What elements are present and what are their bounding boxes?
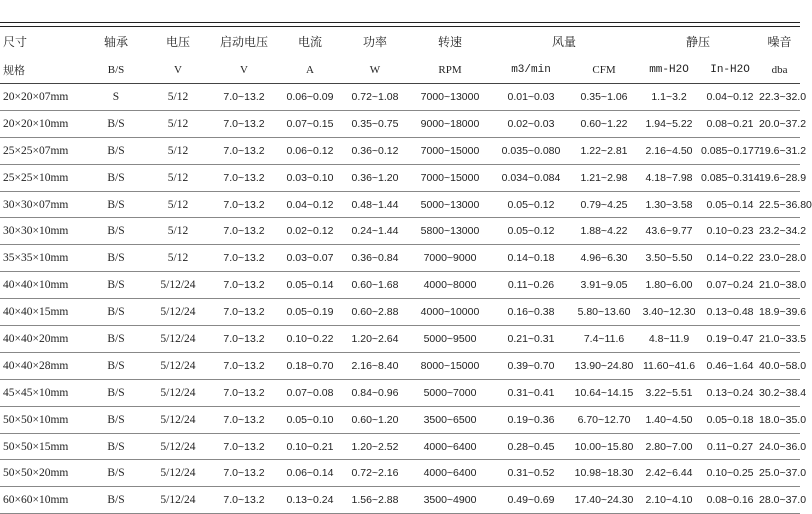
- header-voltage: 电压: [165, 35, 190, 49]
- table-row: [0, 299, 800, 326]
- cell-pressure-in: 0.08~0.16: [701, 487, 759, 514]
- cell-voltage: 5/12/24: [147, 299, 209, 326]
- cell-power: 0.36~0.84: [341, 245, 409, 272]
- cell-size: 30×30×07mm: [0, 191, 85, 218]
- cell-power: 0.36~1.20: [341, 164, 409, 191]
- cell-bearing: B/S: [85, 137, 147, 164]
- cell-voltage: 5/12/24: [147, 272, 209, 299]
- cell-power: 0.48~1.44: [341, 191, 409, 218]
- cell-start-voltage: 7.0~13.2: [209, 352, 279, 379]
- cell-speed: 4000~10000: [409, 299, 491, 326]
- cell-bearing: B/S: [85, 352, 147, 379]
- cell-current: 0.05~0.14: [279, 272, 341, 299]
- cell-noise: 24.0~36.0: [759, 433, 800, 460]
- table-row: [0, 352, 800, 379]
- header-size: 尺寸: [3, 35, 28, 49]
- cell-pressure-mm: 1.94~5.22: [637, 110, 701, 137]
- cell-airflow-cfm: 1.21~2.98: [571, 164, 637, 191]
- cell-noise: 20.0~37.2: [759, 110, 800, 137]
- table-row: [0, 110, 800, 137]
- cell-speed: 7000~15000: [409, 164, 491, 191]
- cell-airflow-cfm: 4.96~6.30: [571, 245, 637, 272]
- cell-noise: 23.2~34.2: [759, 218, 800, 245]
- cell-speed: 5800~13000: [409, 218, 491, 245]
- cell-power: 1.20~2.64: [341, 326, 409, 353]
- unit-airflow-cfm: CFM: [571, 56, 637, 84]
- cell-noise: 19.6~31.2: [759, 137, 800, 164]
- cell-bearing: B/S: [85, 191, 147, 218]
- cell-airflow-m3: 0.28~0.45: [491, 433, 571, 460]
- cell-noise: 25.0~37.0: [759, 460, 800, 487]
- cell-noise: 22.5~36.80: [759, 191, 800, 218]
- cell-power: 0.60~1.20: [341, 406, 409, 433]
- cell-speed: 7000~9000: [409, 245, 491, 272]
- cell-airflow-cfm: 7.4~11.6: [571, 326, 637, 353]
- cell-pressure-in: 0.05~0.18: [701, 406, 759, 433]
- unit-power: W: [341, 56, 409, 84]
- table-row: [0, 379, 800, 406]
- cell-current: 0.05~0.10: [279, 406, 341, 433]
- cell-start-voltage: 7.0~13.2: [209, 164, 279, 191]
- cell-start-voltage: 7.0~13.2: [209, 487, 279, 514]
- cell-noise: 18.0~35.0: [759, 406, 800, 433]
- cell-bearing: S: [85, 84, 147, 111]
- cell-pressure-mm: 2.80~7.00: [637, 433, 701, 460]
- cell-bearing: B/S: [85, 110, 147, 137]
- cell-pressure-mm: 2.10~4.10: [637, 487, 701, 514]
- cell-pressure-in: 0.07~0.24: [701, 272, 759, 299]
- top-rule: [0, 22, 800, 23]
- cell-power: 1.56~2.88: [341, 487, 409, 514]
- cell-voltage: 5/12: [147, 110, 209, 137]
- cell-size: 20×20×07mm: [0, 84, 85, 111]
- cell-pressure-mm: 43.6~9.77: [637, 218, 701, 245]
- table-row: [0, 272, 800, 299]
- cell-voltage: 5/12/24: [147, 460, 209, 487]
- cell-airflow-cfm: 0.60~1.22: [571, 110, 637, 137]
- cell-airflow-cfm: 10.98~18.30: [571, 460, 637, 487]
- cell-pressure-in: 0.19~0.47: [701, 326, 759, 353]
- cell-size: 30×30×10mm: [0, 218, 85, 245]
- cell-airflow-m3: 0.49~0.69: [491, 487, 571, 514]
- table-row: [0, 326, 800, 353]
- cell-start-voltage: 7.0~13.2: [209, 110, 279, 137]
- cell-airflow-m3: 0.035~0.080: [491, 137, 571, 164]
- cell-current: 0.07~0.08: [279, 379, 341, 406]
- unit-bearing: B/S: [85, 56, 147, 84]
- cell-current: 0.04~0.12: [279, 191, 341, 218]
- cell-current: 0.06~0.12: [279, 137, 341, 164]
- table-row: [0, 406, 800, 433]
- cell-speed: 7000~13000: [409, 84, 491, 111]
- header-current: 电流: [297, 35, 322, 49]
- cell-speed: 9000~18000: [409, 110, 491, 137]
- cell-pressure-in: 0.08~0.21: [701, 110, 759, 137]
- cell-pressure-mm: 2.16~4.50: [637, 137, 701, 164]
- cell-pressure-in: 0.10~0.25: [701, 460, 759, 487]
- cell-pressure-in: 0.10~0.23: [701, 218, 759, 245]
- cell-airflow-m3: 0.16~0.38: [491, 299, 571, 326]
- cell-size: 40×40×15mm: [0, 299, 85, 326]
- table-row: [0, 137, 800, 164]
- header-power: 功率: [362, 35, 387, 49]
- cell-bearing: B/S: [85, 406, 147, 433]
- unit-start-voltage: V: [209, 56, 279, 84]
- cell-bearing: B/S: [85, 433, 147, 460]
- cell-voltage: 5/12: [147, 84, 209, 111]
- cell-size: 40×40×10mm: [0, 272, 85, 299]
- cell-size: 50×50×10mm: [0, 406, 85, 433]
- cell-start-voltage: 7.0~13.2: [209, 379, 279, 406]
- cell-airflow-cfm: 0.35~1.06: [571, 84, 637, 111]
- cell-airflow-m3: 0.19~0.36: [491, 406, 571, 433]
- cell-start-voltage: 7.0~13.2: [209, 218, 279, 245]
- cell-pressure-mm: 1.30~3.58: [637, 191, 701, 218]
- cell-power: 0.24~1.44: [341, 218, 409, 245]
- cell-power: 1.20~2.52: [341, 433, 409, 460]
- table-row: [0, 84, 800, 111]
- cell-start-voltage: 7.0~13.2: [209, 245, 279, 272]
- header-row-units: [0, 56, 800, 84]
- cell-airflow-m3: 0.05~0.12: [491, 191, 571, 218]
- cell-airflow-m3: 0.034~0.084: [491, 164, 571, 191]
- cell-airflow-m3: 0.31~0.41: [491, 379, 571, 406]
- cell-airflow-cfm: 13.90~24.80: [571, 352, 637, 379]
- cell-current: 0.03~0.10: [279, 164, 341, 191]
- cell-pressure-mm: 3.40~12.30: [637, 299, 701, 326]
- cell-start-voltage: 7.0~13.2: [209, 326, 279, 353]
- cell-pressure-in: 0.46~1.64: [701, 352, 759, 379]
- cell-voltage: 5/12/24: [147, 326, 209, 353]
- cell-bearing: B/S: [85, 245, 147, 272]
- cell-start-voltage: 7.0~13.2: [209, 299, 279, 326]
- cell-voltage: 5/12/24: [147, 487, 209, 514]
- cell-airflow-cfm: 1.22~2.81: [571, 137, 637, 164]
- header-noise: 噪音: [767, 35, 792, 49]
- cell-power: 0.36~0.12: [341, 137, 409, 164]
- cell-size: 60×60×10mm: [0, 487, 85, 514]
- cell-airflow-cfm: 3.91~9.05: [571, 272, 637, 299]
- cell-pressure-mm: 3.22~5.51: [637, 379, 701, 406]
- cell-pressure-mm: 1.80~6.00: [637, 272, 701, 299]
- cell-current: 0.02~0.12: [279, 218, 341, 245]
- cell-size: 45×45×10mm: [0, 379, 85, 406]
- cell-start-voltage: 7.0~13.2: [209, 84, 279, 111]
- cell-start-voltage: 7.0~13.2: [209, 460, 279, 487]
- cell-speed: 4000~6400: [409, 460, 491, 487]
- cell-pressure-mm: 2.42~6.44: [637, 460, 701, 487]
- cell-pressure-in: 0.11~0.27: [701, 433, 759, 460]
- unit-noise: dba: [759, 56, 800, 84]
- cell-power: 0.72~2.16: [341, 460, 409, 487]
- cell-size: 25×25×07mm: [0, 137, 85, 164]
- cell-voltage: 5/12: [147, 137, 209, 164]
- cell-pressure-in: 0.14~0.22: [701, 245, 759, 272]
- cell-start-voltage: 7.0~13.2: [209, 433, 279, 460]
- cell-pressure-mm: 1.1~3.2: [637, 84, 701, 111]
- cell-pressure-mm: 1.40~4.50: [637, 406, 701, 433]
- cell-current: 0.06~0.14: [279, 460, 341, 487]
- cell-speed: 4000~8000: [409, 272, 491, 299]
- table-row: [0, 218, 800, 245]
- cell-noise: 21.0~33.5: [759, 326, 800, 353]
- cell-airflow-m3: 0.11~0.26: [491, 272, 571, 299]
- header-speed: 转速: [437, 35, 462, 49]
- header-bearing: 轴承: [103, 35, 128, 49]
- cell-size: 35×35×10mm: [0, 245, 85, 272]
- cell-start-voltage: 7.0~13.2: [209, 272, 279, 299]
- table-row: [0, 433, 800, 460]
- cell-voltage: 5/12/24: [147, 433, 209, 460]
- cell-current: 0.13~0.24: [279, 487, 341, 514]
- cell-size: 25×25×10mm: [0, 164, 85, 191]
- cell-pressure-in: 0.13~0.24: [701, 379, 759, 406]
- cell-current: 0.07~0.15: [279, 110, 341, 137]
- header-static-pressure: 静压: [686, 35, 711, 49]
- cell-voltage: 5/12/24: [147, 379, 209, 406]
- cell-airflow-m3: 0.21~0.31: [491, 326, 571, 353]
- cell-voltage: 5/12/24: [147, 352, 209, 379]
- cell-bearing: B/S: [85, 487, 147, 514]
- cell-size: 50×50×20mm: [0, 460, 85, 487]
- cell-start-voltage: 7.0~13.2: [209, 191, 279, 218]
- cell-speed: 8000~15000: [409, 352, 491, 379]
- cell-voltage: 5/12/24: [147, 406, 209, 433]
- cell-airflow-m3: 0.14~0.18: [491, 245, 571, 272]
- cell-speed: 5000~13000: [409, 191, 491, 218]
- cell-noise: 18.9~39.6: [759, 299, 800, 326]
- cell-speed: 4000~6400: [409, 433, 491, 460]
- cell-voltage: 5/12: [147, 164, 209, 191]
- cell-airflow-m3: 0.39~0.70: [491, 352, 571, 379]
- cell-size: 40×40×28mm: [0, 352, 85, 379]
- cell-airflow-cfm: 0.79~4.25: [571, 191, 637, 218]
- cell-current: 0.10~0.21: [279, 433, 341, 460]
- cell-noise: 28.0~37.0: [759, 487, 800, 514]
- cell-airflow-cfm: 10.00~15.80: [571, 433, 637, 460]
- cell-power: 0.84~0.96: [341, 379, 409, 406]
- cell-start-voltage: 7.0~13.2: [209, 406, 279, 433]
- cell-noise: 19.6~28.9: [759, 164, 800, 191]
- unit-current: A: [279, 56, 341, 84]
- table-row: [0, 487, 800, 514]
- unit-pressure-in: In-H2O: [701, 56, 759, 84]
- cell-bearing: B/S: [85, 164, 147, 191]
- cell-airflow-cfm: 1.88~4.22: [571, 218, 637, 245]
- cell-bearing: B/S: [85, 272, 147, 299]
- unit-spec: 规格: [0, 56, 85, 84]
- cell-current: 0.03~0.07: [279, 245, 341, 272]
- cell-power: 0.60~2.88: [341, 299, 409, 326]
- header-start-voltage: 启动电压: [219, 35, 268, 49]
- table-row: [0, 460, 800, 487]
- cell-noise: 22.3~32.0: [759, 84, 800, 111]
- cell-airflow-cfm: 17.40~24.30: [571, 487, 637, 514]
- table-row: [0, 164, 800, 191]
- cell-bearing: B/S: [85, 326, 147, 353]
- cell-pressure-mm: 4.18~7.98: [637, 164, 701, 191]
- cell-speed: 7000~15000: [409, 137, 491, 164]
- cell-noise: 23.0~28.0: [759, 245, 800, 272]
- cell-noise: 30.2~38.4: [759, 379, 800, 406]
- cell-size: 40×40×20mm: [0, 326, 85, 353]
- header-airflow: 风量: [552, 35, 577, 49]
- cell-speed: 5000~9500: [409, 326, 491, 353]
- cell-pressure-in: 0.05~0.14: [701, 191, 759, 218]
- cell-bearing: B/S: [85, 218, 147, 245]
- cell-airflow-m3: 0.31~0.52: [491, 460, 571, 487]
- cell-size: 50×50×15mm: [0, 433, 85, 460]
- cell-current: 0.05~0.19: [279, 299, 341, 326]
- cell-power: 0.60~1.68: [341, 272, 409, 299]
- unit-speed: RPM: [409, 56, 491, 84]
- cell-airflow-cfm: 10.64~14.15: [571, 379, 637, 406]
- cell-voltage: 5/12: [147, 191, 209, 218]
- cell-speed: 3500~4900: [409, 487, 491, 514]
- cell-bearing: B/S: [85, 379, 147, 406]
- cell-current: 0.18~0.70: [279, 352, 341, 379]
- unit-airflow-m3: m3/min: [491, 56, 571, 84]
- cell-pressure-in: 0.085~0.314: [701, 164, 759, 191]
- cell-voltage: 5/12: [147, 218, 209, 245]
- cell-current: 0.10~0.22: [279, 326, 341, 353]
- cell-voltage: 5/12: [147, 245, 209, 272]
- cell-pressure-mm: 4.8~11.9: [637, 326, 701, 353]
- cell-power: 2.16~8.40: [341, 352, 409, 379]
- fan-spec-table: [0, 27, 812, 514]
- cell-size: 20×20×10mm: [0, 110, 85, 137]
- cell-start-voltage: 7.0~13.2: [209, 137, 279, 164]
- cell-speed: 5000~7000: [409, 379, 491, 406]
- cell-noise: 40.0~58.0: [759, 352, 800, 379]
- cell-current: 0.06~0.09: [279, 84, 341, 111]
- table-row: [0, 245, 800, 272]
- cell-pressure-in: 0.085~0.177: [701, 137, 759, 164]
- cell-power: 0.35~0.75: [341, 110, 409, 137]
- cell-airflow-m3: 0.01~0.03: [491, 84, 571, 111]
- cell-airflow-cfm: 6.70~12.70: [571, 406, 637, 433]
- cell-pressure-mm: 3.50~5.50: [637, 245, 701, 272]
- cell-pressure-in: 0.04~0.12: [701, 84, 759, 111]
- cell-airflow-m3: 0.02~0.03: [491, 110, 571, 137]
- cell-pressure-mm: 11.60~41.6: [637, 352, 701, 379]
- cell-airflow-cfm: 5.80~13.60: [571, 299, 637, 326]
- cell-speed: 3500~6500: [409, 406, 491, 433]
- cell-pressure-in: 0.13~0.48: [701, 299, 759, 326]
- cell-noise: 21.0~38.0: [759, 272, 800, 299]
- cell-bearing: B/S: [85, 460, 147, 487]
- cell-airflow-m3: 0.05~0.12: [491, 218, 571, 245]
- cell-bearing: B/S: [85, 299, 147, 326]
- header-row-names: [0, 27, 800, 56]
- cell-power: 0.72~1.08: [341, 84, 409, 111]
- unit-voltage: V: [147, 56, 209, 84]
- table-row: [0, 191, 800, 218]
- unit-pressure-mm: mm-H2O: [637, 56, 701, 84]
